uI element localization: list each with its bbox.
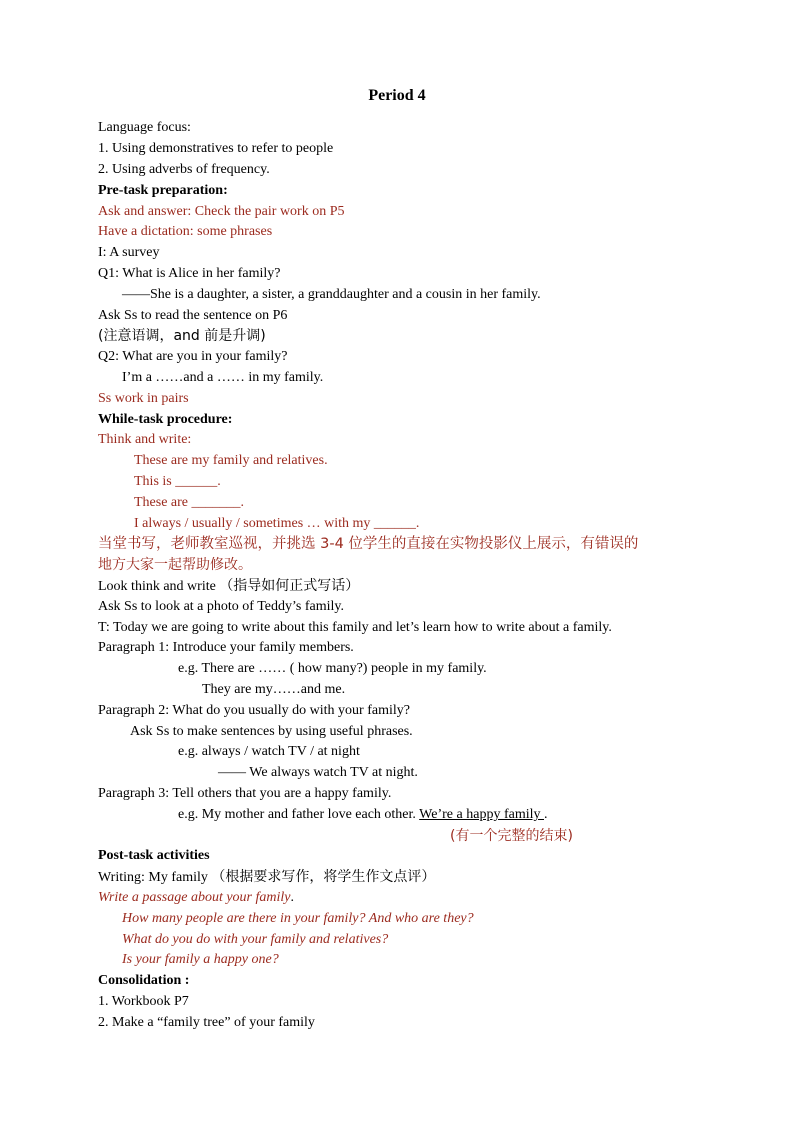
- paragraph-3-line: Paragraph 3: Tell others that you are a happy family.: [98, 786, 392, 801]
- look-at-photo-line: Ask Ss to look at a photo of Teddy’s family.: [98, 599, 344, 614]
- while-task-heading: While-task procedure:: [98, 412, 233, 427]
- paragraph-3-example: [178, 805, 548, 825]
- focus-item-2: 2. Using adverbs of frequency.: [98, 162, 270, 177]
- write-passage-text: Write a passage about your family: [98, 890, 291, 905]
- paragraph-1-example: e.g. There are …… ( how many?) people in my family.: [178, 661, 487, 676]
- teacher-intro-line: T: Today we are going to write about this family and let’s learn how to write about a family.: [98, 620, 612, 635]
- teacher-note-line-2: 地方大家一起帮助修改。: [98, 557, 252, 573]
- period-mark: .: [544, 807, 548, 822]
- look-think-write-line: [98, 576, 359, 597]
- paragraph-1-example-2: They are my……and me.: [202, 682, 346, 697]
- writing-task-note: （根据要求写作，将学生作文点评）: [211, 869, 436, 885]
- question-1: Q1: What is Alice in her family?: [98, 266, 281, 281]
- language-focus-heading: Language focus:: [98, 120, 191, 135]
- make-sentences-line: Ask Ss to make sentences by using useful phrases.: [130, 724, 413, 739]
- pattern-these-are-family: These are my family and relatives.: [134, 453, 328, 468]
- consolidation-item-1: 1. Workbook P7: [98, 994, 189, 1009]
- ask-and-answer-line: Ask and answer: Check the pair work on P5: [98, 204, 345, 219]
- write-passage-period: .: [290, 890, 294, 905]
- writing-guidance-note: （指导如何正式写话）: [219, 578, 360, 594]
- prompt-question-1: How many people are there in your family? And who are they?: [122, 911, 474, 926]
- complete-ending-note: (有一个完整的结束): [450, 828, 573, 844]
- think-and-write-line: Think and write:: [98, 432, 192, 447]
- prompt-question-2: What do you do with your family and relatives?: [122, 932, 389, 947]
- teacher-note-line-1: 当堂书写，老师教室巡视，并挑选 3-4 位学生的直接在实物投影仪上展示，有错误的: [98, 536, 639, 552]
- paragraph-2-example: e.g. always / watch TV / at night: [178, 744, 360, 759]
- consolidation-heading: Consolidation :: [98, 973, 190, 988]
- post-task-heading: Post-task activities: [98, 848, 210, 863]
- answer-1: ——She is a daughter, a sister, a granddaughter and a cousin in her family.: [122, 287, 541, 302]
- focus-item-1: 1. Using demonstratives to refer to people: [98, 141, 334, 156]
- pattern-frequency: I always / usually / sometimes … with my ______.: [134, 516, 420, 531]
- question-2: Q2: What are you in your family?: [98, 349, 288, 364]
- page-title: Period 4: [368, 87, 426, 104]
- paragraph-1-line: Paragraph 1: Introduce your family members.: [98, 640, 354, 655]
- pattern-this-is: This is ______.: [134, 474, 221, 489]
- happy-family-underlined: We’re a happy family: [419, 807, 544, 822]
- writing-task-line: [98, 867, 435, 888]
- answer-2-pattern: I’m a ……and a …… in my family.: [122, 370, 324, 385]
- consolidation-item-2: 2. Make a “family tree” of your family: [98, 1015, 315, 1030]
- survey-line: I: A survey: [98, 245, 160, 260]
- paragraph-3-example-text: e.g. My mother and father love each other.: [178, 807, 420, 822]
- paragraph-2-example-2: —— We always watch TV at night.: [218, 765, 418, 780]
- writing-task-label: Writing: My family: [98, 870, 212, 885]
- read-sentence-line: Ask Ss to read the sentence on P6: [98, 308, 288, 323]
- look-think-write-label: Look think and write: [98, 579, 220, 594]
- intonation-note: (注意语调，and 前是升调): [98, 328, 266, 344]
- dictation-line: Have a dictation: some phrases: [98, 224, 273, 239]
- paragraph-2-line: Paragraph 2: What do you usually do with your family?: [98, 703, 410, 718]
- prompt-question-3: Is your family a happy one?: [122, 952, 279, 967]
- pair-work-line: Ss work in pairs: [98, 391, 189, 406]
- pattern-these-are: These are _______.: [134, 495, 245, 510]
- write-passage-line: [98, 888, 294, 908]
- pre-task-heading: Pre-task preparation:: [98, 183, 228, 198]
